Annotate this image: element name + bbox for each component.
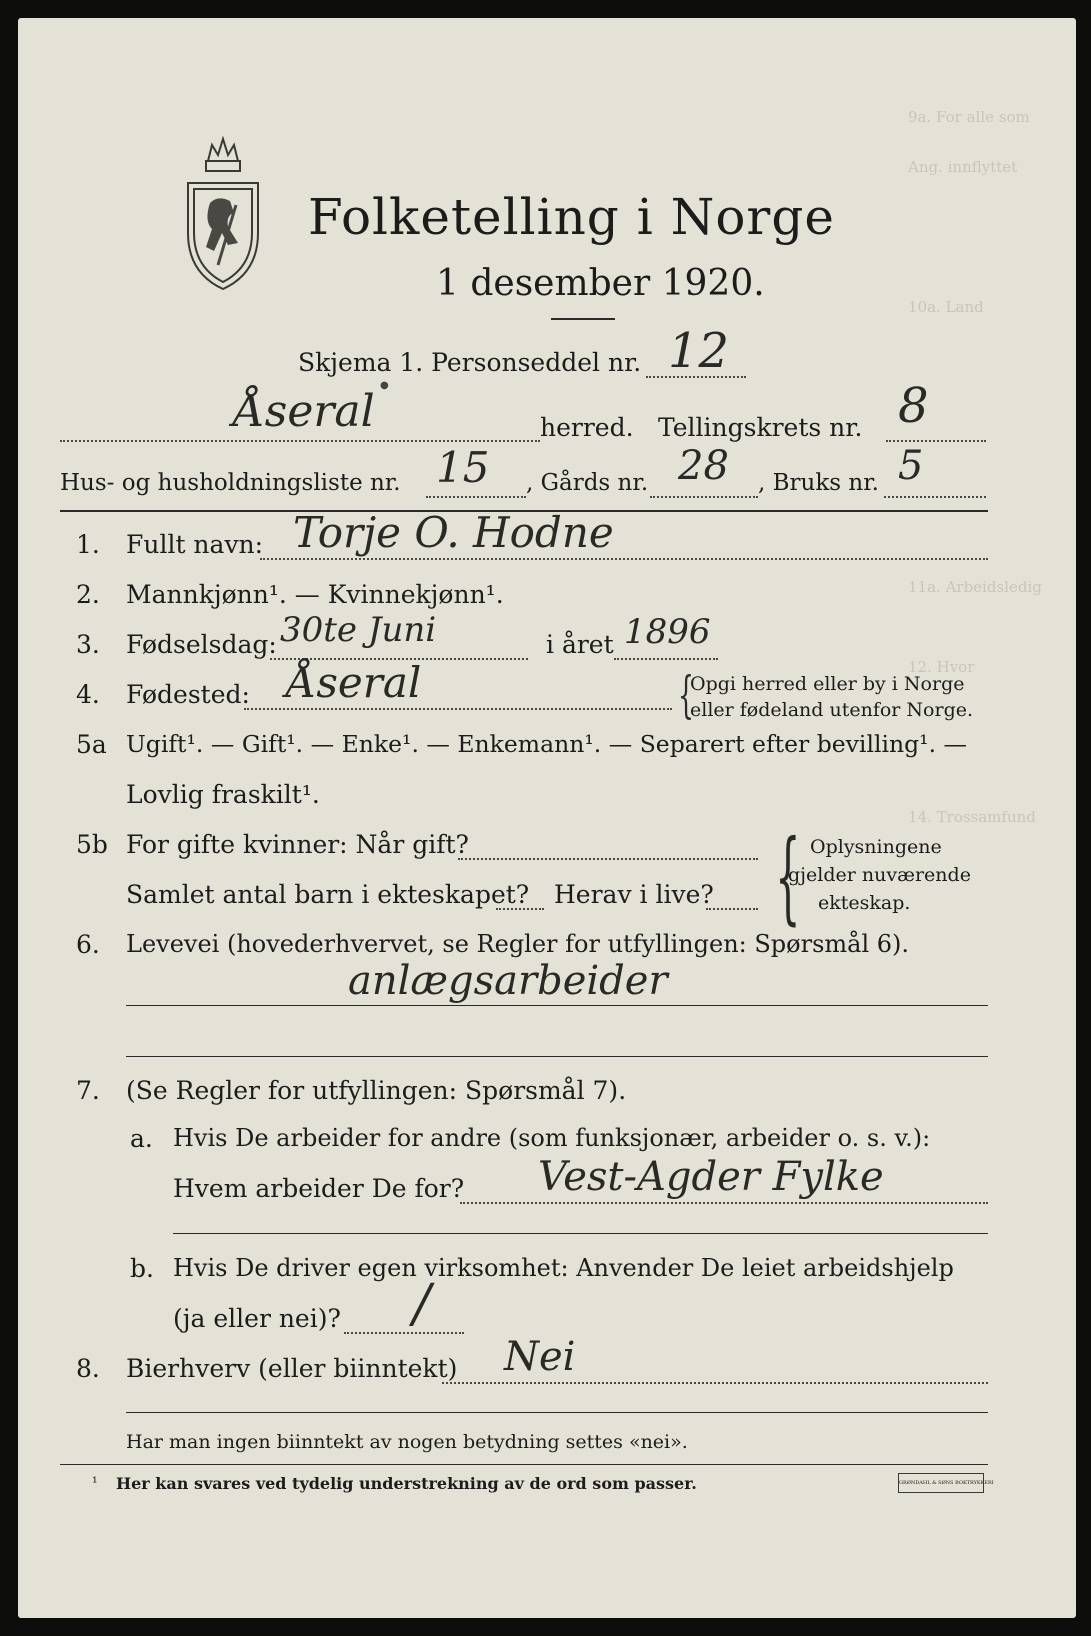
q7-label: (Se Regler for utfyllingen: Spørsmål 7). (126, 1076, 627, 1105)
q3-day-value[interactable]: 30te Juni (280, 610, 437, 650)
q7a-line (460, 1202, 988, 1204)
hus-label: Hus- og husholdningsliste nr. (60, 470, 401, 496)
q2-number: 2. (76, 580, 100, 609)
coat-of-arms-icon (178, 133, 268, 293)
tellingskrets-label: Tellingskrets nr. (658, 413, 863, 442)
q5b-alive-line (706, 908, 758, 910)
bruks-line (884, 496, 986, 498)
q5a-number: 5a (76, 730, 107, 759)
q5a-line1: Ugift¹. — Gift¹. — Enke¹. — Enkemann¹. — Separert efter bevilling¹. — (126, 730, 968, 758)
q3-label: Fødselsdag: (126, 630, 277, 659)
q5b-married-line (458, 858, 758, 860)
q6-answer-line (126, 1005, 988, 1006)
q7b-value[interactable]: / (413, 1274, 431, 1334)
q7a-letter: a. (130, 1124, 153, 1153)
q6-number: 6. (76, 930, 100, 959)
gards-label: , Gårds nr. (526, 470, 649, 496)
q1-label: Fullt navn: (126, 530, 264, 559)
q7a-extra-line (173, 1233, 988, 1234)
tellingskrets-line (886, 440, 986, 442)
q5a-line2: Lovlig fraskilt¹. (126, 780, 320, 809)
q5b-alive-label: Herav i live? (554, 880, 714, 909)
hus-line (426, 496, 526, 498)
gards-line (650, 496, 758, 498)
hus-value[interactable]: 15 (436, 443, 490, 492)
bleed-through-text: 14. Trossamfund (908, 808, 1036, 826)
q1-value[interactable]: Torje O. Hodne (293, 508, 614, 557)
footer-divider (60, 1464, 988, 1465)
q6-label: Levevei (hovederhvervet, se Regler for utfyllingen: Spørsmål 6). (126, 930, 910, 958)
q3-year-line (614, 658, 718, 660)
q3-year-value[interactable]: 1896 (624, 612, 711, 652)
bleed-through-text: 11a. Arbeidsledig (908, 578, 1042, 596)
q7b-letter: b. (130, 1254, 154, 1283)
footer-note: Har man ingen biinntekt av nogen betydning settes «nei». (126, 1431, 688, 1453)
q2-label: Mannkjønn¹. — Kvinnekjønn¹. (126, 580, 504, 609)
q4-brace: { (677, 666, 694, 724)
footnote: Her kan svares ved tydelig understrekning av de ord som passer. (116, 1474, 697, 1493)
q4-note-line2: eller fødeland utenfor Norge. (690, 699, 974, 721)
bleed-through-text: 9a. For alle som (908, 108, 1030, 126)
footnote-mark: ¹ (92, 1475, 98, 1491)
q5b-number: 5b (76, 830, 108, 859)
gards-value[interactable]: 28 (678, 443, 729, 489)
q8-extra-line (126, 1412, 988, 1413)
q7b-line1: Hvis De driver egen virksomhet: Anvender De leiet arbeidshjelp (173, 1254, 954, 1282)
form-title: Folketelling i Norge (308, 188, 835, 246)
q1-number: 1. (76, 530, 100, 559)
q7-number: 7. (76, 1076, 100, 1105)
dot-mark: ● (380, 380, 389, 391)
schema-label: Skjema 1. Personseddel nr. (298, 348, 642, 377)
title-divider (551, 318, 615, 320)
q6-extra-line (126, 1056, 988, 1057)
census-form (18, 18, 1076, 1618)
q4-number: 4. (76, 680, 100, 709)
bleed-through-text: Ang. innflyttet (908, 158, 1018, 176)
q8-number: 8. (76, 1354, 100, 1383)
q8-value[interactable]: Nei (504, 1334, 576, 1380)
q5b-line1: For gifte kvinner: Når gift? (126, 830, 469, 859)
q7a-value[interactable]: Vest-Agder Fylke (538, 1154, 884, 1200)
q4-label: Fødested: (126, 680, 250, 709)
q5b-children-line (496, 908, 544, 910)
q5b-note-line1: Oplysningene (810, 836, 942, 858)
q5b-note-line2: gjelder nuværende (788, 864, 971, 886)
q7b-line (344, 1332, 464, 1334)
q7b-line2: (ja eller nei)? (173, 1304, 341, 1333)
q1-line (260, 558, 988, 560)
q3-number: 3. (76, 630, 100, 659)
q6-value[interactable]: anlægsarbeider (348, 958, 668, 1004)
herred-label: herred. (540, 413, 634, 442)
herred-value[interactable]: Åseral (233, 386, 375, 437)
q8-line (442, 1382, 988, 1384)
bleed-through-text: 12. Hvor (908, 658, 975, 676)
personseddel-value[interactable]: 12 (668, 323, 730, 379)
q3-year-label: i året (546, 630, 614, 659)
q5b-children-label: Samlet antal barn i ekteskapet? (126, 880, 530, 909)
q4-line (244, 708, 672, 710)
printer-stamp: GRØNDAHL & SØNS BOKTRYKKERI (898, 1473, 984, 1493)
q5b-brace: { (775, 818, 801, 935)
q8-label: Bierhverv (eller biinntekt) (126, 1354, 458, 1383)
bruks-label: , Bruks nr. (758, 470, 879, 496)
herred-line (60, 440, 540, 442)
tellingskrets-value[interactable]: 8 (898, 378, 929, 434)
bruks-value[interactable]: 5 (898, 443, 924, 489)
q4-note-line1: Opgi herred eller by i Norge (690, 673, 965, 695)
q7a-line1: Hvis De arbeider for andre (som funksjonær, arbeider o. s. v.): (173, 1124, 931, 1152)
q7a-line2: Hvem arbeider De for? (173, 1174, 465, 1203)
bleed-through-text: 10a. Land (908, 298, 984, 316)
q4-value[interactable]: Åseral (286, 658, 422, 707)
form-date: 1 desember 1920. (436, 263, 765, 304)
q5b-note-line3: ekteskap. (818, 892, 911, 914)
